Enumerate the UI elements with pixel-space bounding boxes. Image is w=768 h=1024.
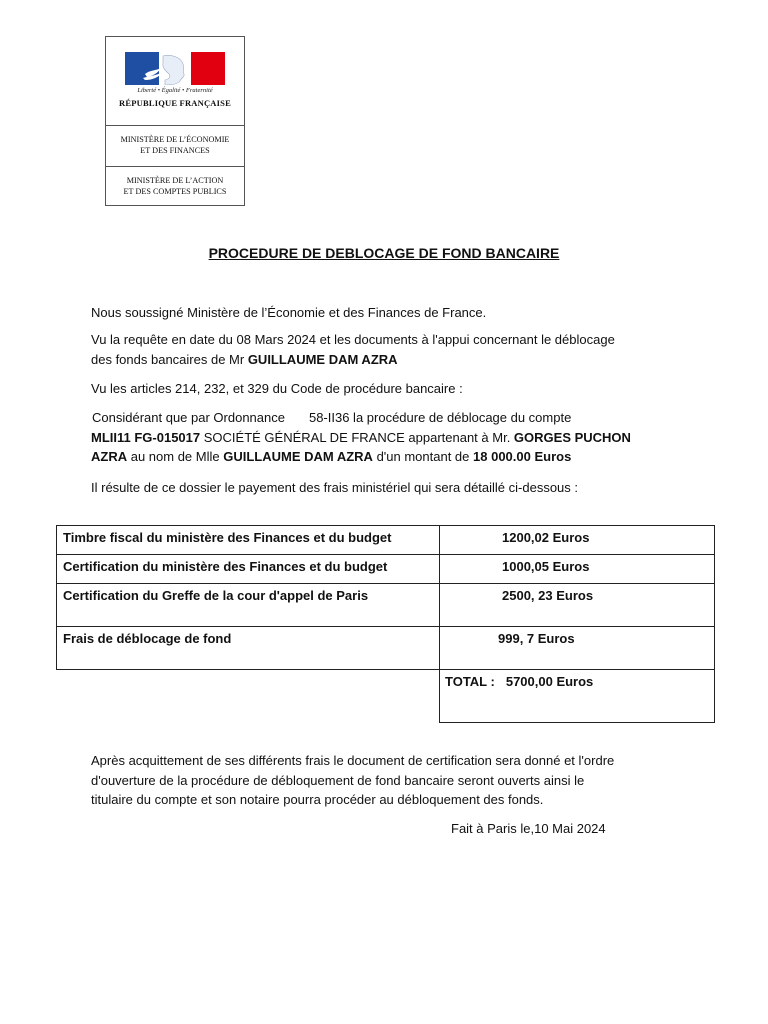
closing-line1: Après acquittement de ses différents frais le document de certification sera donné et l'ordre — [91, 753, 615, 768]
motto: Liberté • Égalité • Fraternité — [137, 87, 213, 94]
total-cell — [439, 669, 715, 723]
closing-paragraph — [91, 751, 691, 810]
amount-value: 18 000.00 Euros — [473, 449, 572, 464]
signature-line: Fait à Paris le,10 Mai 2024 — [451, 821, 606, 836]
fee-amount: 1000,05 Euros — [502, 559, 590, 574]
fee-amount: 2500, 23 Euros — [502, 588, 594, 603]
total-label: TOTAL : — [445, 674, 495, 689]
ministry-economy-line2: ET DES FINANCES — [140, 145, 210, 155]
considering-line1 — [92, 408, 692, 428]
fees-intro-paragraph: Il résulte de ce dossier le payement des frais ministériel qui sera détaillé ci-dessous : — [91, 480, 579, 495]
fee-amount-cell — [439, 554, 715, 584]
request-paragraph — [91, 330, 691, 369]
considering-text-b: 58-II36 la procédure de déblocage du compte — [308, 410, 572, 425]
account-number: MLII11 FG-015017 — [91, 429, 201, 445]
fee-label: Timbre fiscal du ministère des Finances et du budget — [56, 525, 440, 555]
ministry-public-accounts — [106, 176, 244, 197]
republic-label: RÉPUBLIQUE FRANÇAISE — [119, 98, 231, 108]
government-logo — [105, 36, 245, 206]
marianne-block — [106, 37, 244, 125]
amount-text: d'un montant de — [372, 449, 474, 464]
ministry-accounts-line2: ET DES COMPTES PUBLICS — [123, 186, 227, 196]
client-name: GUILLAUME DAM AZRA — [247, 351, 398, 367]
closing-line2: d'ouverture de la procédure de débloquement de fond bancaire seront ouverts ainsi le — [91, 772, 585, 788]
intro-paragraph: Nous soussigné Ministère de l’Économie et des Finances de France. — [91, 305, 487, 320]
fee-amount: 1200,02 Euros — [502, 530, 590, 545]
considering-paragraph — [92, 408, 692, 467]
account-owner-surname: AZRA — [91, 449, 128, 464]
considering-text-a: Considérant que par Ordonnance — [92, 410, 285, 425]
total-amount: 5700,00 Euros — [505, 674, 594, 689]
account-owner: GORGES PUCHON — [513, 429, 631, 445]
request-text: des fonds bancaires de Mr — [91, 351, 248, 367]
fee-label: Certification du ministère des Finances et du budget — [56, 554, 440, 584]
ministry-economy — [106, 135, 244, 156]
fee-label: Frais de déblocage de fond — [56, 626, 440, 670]
considering-line2 — [91, 428, 692, 448]
marianne-flag-icon — [125, 52, 225, 85]
fee-amount: 999, 7 Euros — [498, 631, 575, 646]
fee-amount-cell — [439, 525, 715, 555]
considering-line3 — [91, 447, 692, 467]
articles-paragraph: Vu les articles 214, 232, et 329 du Code de procédure bancaire : — [91, 381, 463, 396]
request-line2 — [91, 350, 691, 370]
fees-table — [56, 525, 715, 725]
logo-divider — [106, 125, 244, 126]
fee-label: Certification du Greffe de la cour d'appel de Paris — [56, 583, 440, 627]
closing-line3: titulaire du compte et son notaire pourra procéder au débloquement des fonds. — [91, 792, 544, 807]
beneficiary-text: au nom de Mlle — [127, 449, 224, 464]
ministry-economy-line1: MINISTÈRE DE L’ÉCONOMIE — [120, 135, 230, 144]
ministry-accounts-line1: MINISTÈRE DE L’ACTION — [126, 176, 224, 185]
fee-amount-cell — [439, 583, 715, 627]
fee-amount-cell — [439, 626, 715, 670]
request-line1: Vu la requête en date du 08 Mars 2024 et les documents à l'appui concernant le déblocage — [91, 332, 615, 347]
logo-divider — [106, 166, 244, 167]
document-title: PROCEDURE DE DEBLOCAGE DE FOND BANCAIRE — [208, 245, 560, 261]
bank-text: SOCIÉTÉ GÉNÉRAL DE FRANCE appartenant à Mr. — [200, 429, 514, 445]
beneficiary-name: GUILLAUME DAM AZRA — [223, 449, 373, 464]
